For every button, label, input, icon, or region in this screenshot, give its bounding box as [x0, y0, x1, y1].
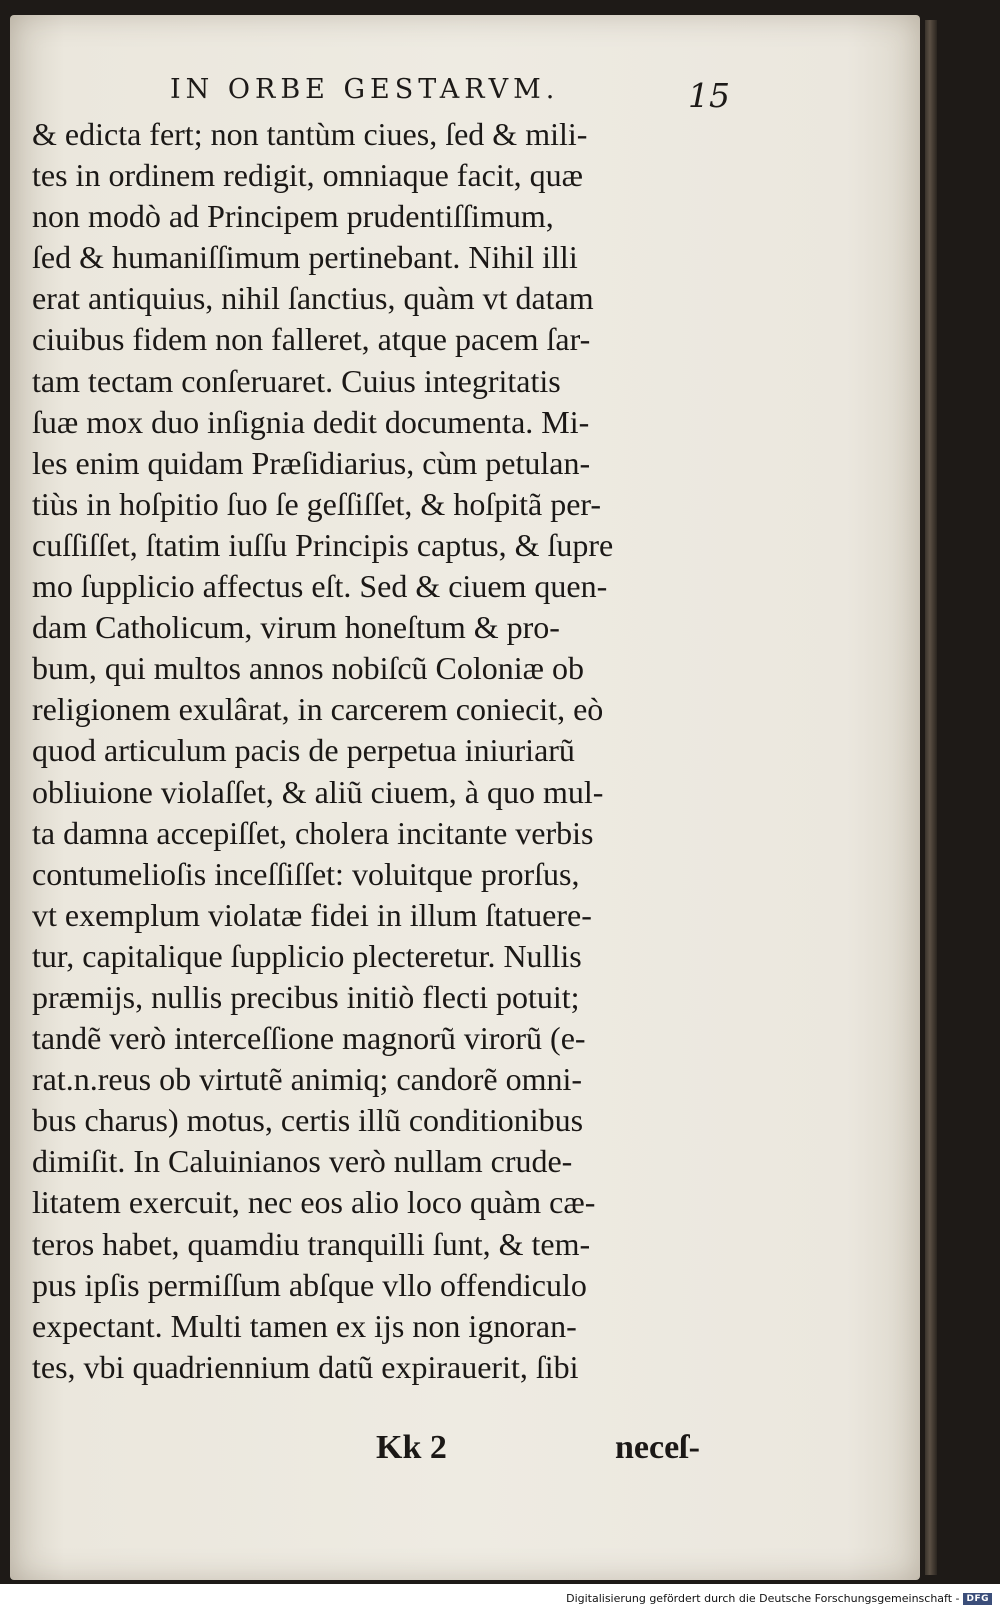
text-line: quod articulum pacis de perpetua iniuriarũ [32, 732, 575, 769]
book-page-edge [925, 20, 937, 1575]
text-line: bus charus) motus, certis illũ conditionibus [32, 1102, 584, 1139]
text-line: tam tectam conſeruaret. Cuius integritatis [32, 362, 561, 399]
text-line: mo ſupplicio affectus eſt. Sed & ciuem quen- [32, 568, 608, 605]
text-line: vt exemplum violatæ fidei in illum ſtatuere- [32, 896, 592, 933]
running-head: IN ORBE GESTARVM. [170, 74, 560, 105]
text-line: cuſſiſſet, ſtatim iuſſu Principis captus, & ſupre [32, 526, 614, 563]
dfg-logo: DFG [963, 1593, 992, 1605]
text-line: non modò ad Principem prudentiſſimum, [32, 198, 554, 235]
text-line: rat.n.reus ob virtutẽ animiq; candorẽ omni- [32, 1061, 583, 1098]
text-line: ſuæ mox duo inſignia dedit documenta. Mi- [32, 403, 590, 440]
text-line: ta damna accepiſſet, cholera incitante verbis [32, 814, 594, 851]
text-line: & edicta fert; non tantùm ciues, ſed & mili- [32, 116, 588, 152]
digitization-credit [566, 1592, 992, 1605]
text-line: religionem exulârat, in carcerem coniecit, eò [32, 691, 604, 728]
text-line: ſed & humaniſſimum pertinebant. Nihil illi [32, 239, 578, 276]
text-line: tes in ordinem redigit, omniaque facit, quæ [32, 157, 583, 194]
text-line: les enim quidam Præſidiarius, cùm petulan- [32, 444, 591, 481]
text-line: tandẽ verò interceſſione magnorũ virorũ (e- [32, 1020, 586, 1057]
text-line: litatem exercuit, nec eos alio loco quàm cæ- [32, 1184, 596, 1221]
text-line: ciuibus fidem non falleret, atque pacem ſar- [32, 321, 591, 358]
page-number: 15 [688, 76, 730, 115]
text-line: erat antiquius, nihil ſanctius, quàm vt datam [32, 280, 594, 317]
text-line: bum, qui multos annos nobiſcũ Coloniæ ob [32, 650, 585, 687]
text-line: tur, capitalique ſupplicio plecteretur. Nullis [32, 937, 582, 974]
text-line: tiùs in hoſpitio ſuo ſe geſſiſſet, & hoſpitã per- [32, 485, 602, 522]
catchword: neceſ- [615, 1429, 700, 1466]
text-line: obliuione violaſſet, & aliũ ciuem, à quo mul- [32, 773, 604, 810]
text-line: teros habet, quamdiu tranquilli ſunt, & tem- [32, 1225, 591, 1262]
text-line: contumelioſis inceſſiſſet: voluitque prorſus, [32, 855, 580, 892]
credit-text: Digitalisierung gefördert durch die Deutsche Forschungsgemeinschaft - [566, 1592, 960, 1605]
text-line: expectant. Multi tamen ex ijs non ignoran- [32, 1307, 577, 1344]
signature-mark: Kk 2 [376, 1429, 447, 1466]
text-line: præmijs, nullis precibus initiò flecti potuit; [32, 978, 580, 1015]
text-line: dam Catholicum, virum honeſtum & pro- [32, 609, 560, 646]
text-line: pus ipſis permiſſum abſque vllo offendiculo [32, 1266, 587, 1303]
text-line: tes, vbi quadriennium datũ expirauerit, ſibi [32, 1348, 579, 1385]
text-line: dimiſit. In Caluinianos verò nullam crude- [32, 1143, 573, 1180]
body-text [32, 114, 752, 1388]
